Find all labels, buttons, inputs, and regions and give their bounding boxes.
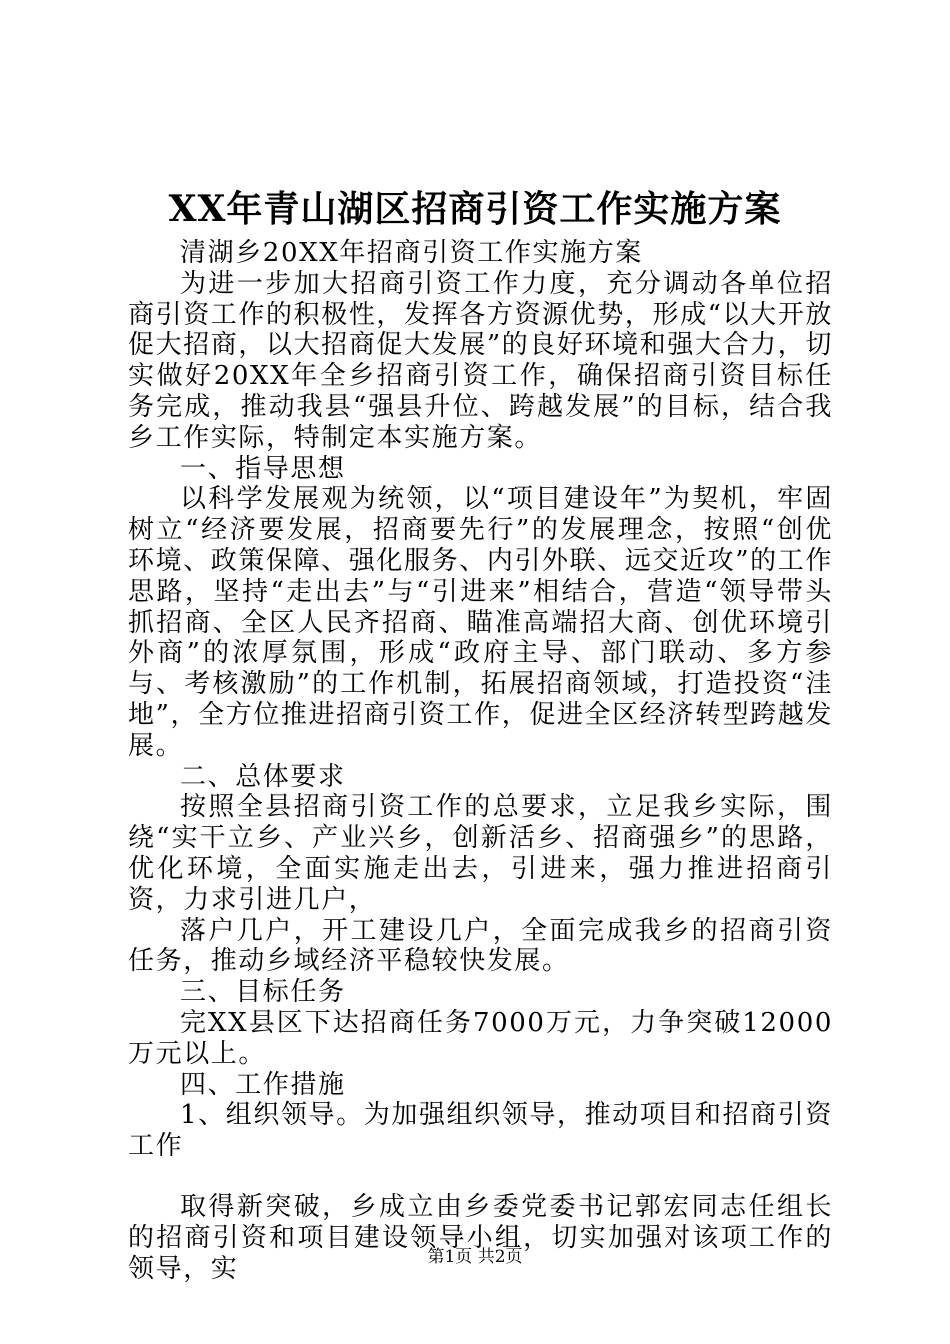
measures-item-1-continued-paragraph: 取得新突破，乡成立由乡委党委书记郭宏同志任组长的招商引资和项目建设领导小组，切实加强对该项工作的领导，实 bbox=[128, 1191, 833, 1284]
intro-paragraph: 为进一步加大招商引资工作力度，充分调动各单位招商引资工作的积极性，发挥各方资源优势，形成“以大开放促大招商，以大招商促大发展”的良好环境和强大合力，切实做好20XX年全乡招商引资工作，确保招商引资目标任务完成，推动我县“强县升位、跨越发展”的目标，结合我乡工作实际，特制定本实施方案。 bbox=[128, 268, 833, 453]
measures-item-1-paragraph: 1、组织领导。为加强组织领导，推动项目和招商引资工作 bbox=[128, 1100, 833, 1162]
section-heading-overall-requirements: 二、总体要求 bbox=[180, 761, 346, 792]
subtitle-paragraph: 清湖乡20XX年招商引资工作实施方案 bbox=[180, 238, 643, 268]
page-footer: 第1页 共2页 bbox=[427, 1247, 523, 1267]
document-title: XX年青山湖区招商引资工作实施方案 bbox=[168, 188, 782, 230]
guiding-ideology-paragraph: 以科学发展观为统领，以“项目建设年”为契机，牢固树立“经济要发展，招商要先行”的发展理念，按照“创优环境、政策保障、强化服务、内引外联、远交近攻”的工作思路，坚持“走出去”与“引进来”相结合，营造“领导带头抓招商、全区人民齐招商、瞄准高端招大商、创优环境引外商”的浓厚氛围，形成“政府主导、部门联动、多方参与、考核激励”的工作机制，拓展招商领域，打造投资“洼地”，全方位推进招商引资工作，促进全区经济转型跨越发展。 bbox=[128, 484, 834, 761]
overall-requirements-paragraph: 按照全县招商引资工作的总要求，立足我乡实际，围绕“实干立乡、产业兴乡，创新活乡、招商强乡”的思路，优化环境，全面实施走出去，引进来，强力推进招商引资，力求引进几户， bbox=[128, 792, 833, 915]
section-heading-guiding-ideology: 一、指导思想 bbox=[180, 453, 346, 484]
document-body bbox=[128, 238, 833, 1284]
section-heading-measures: 四、工作措施 bbox=[180, 1069, 346, 1100]
targets-paragraph: 完XX县区下达招商任务7000万元，力争突破12000万元以上。 bbox=[128, 1007, 833, 1069]
overall-requirements-continued-paragraph: 落户几户，开工建设几户，全面完成我乡的招商引资任务，推动乡域经济平稳较快发展。 bbox=[128, 915, 833, 977]
section-heading-targets: 三、目标任务 bbox=[180, 977, 346, 1008]
